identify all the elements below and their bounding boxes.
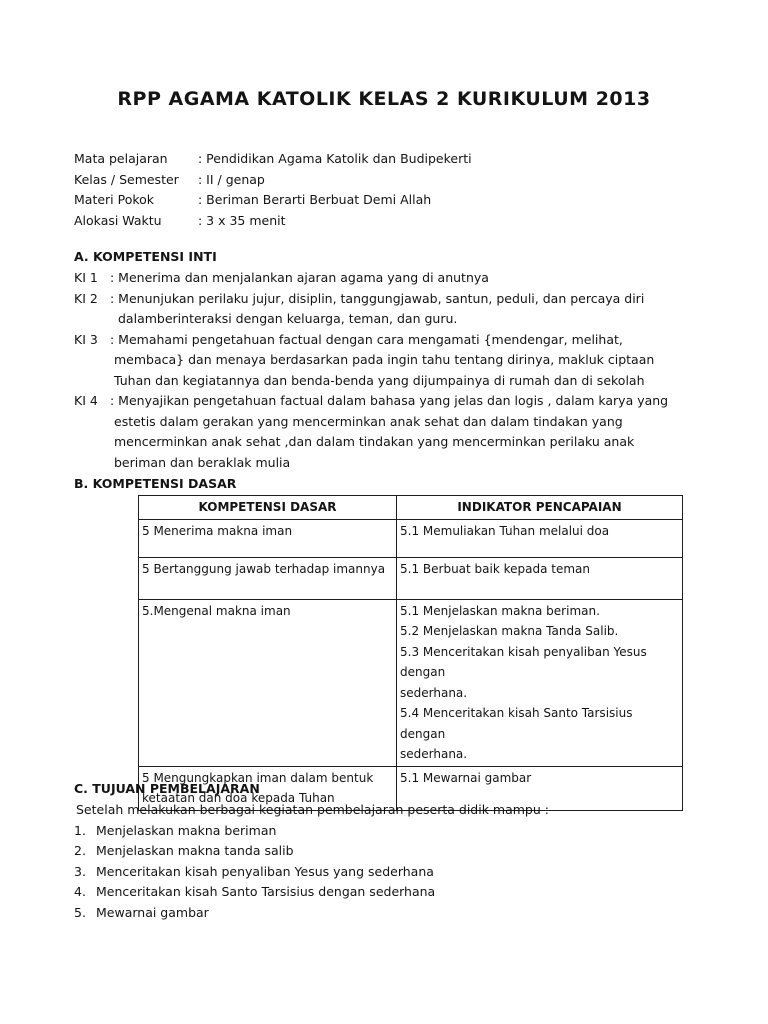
cell-line: 5 Menerima makna iman bbox=[142, 523, 293, 538]
kompetensi-dasar-table bbox=[138, 495, 683, 811]
tujuan-list bbox=[74, 800, 549, 923]
cell-line: 5.1 Mewarnai gambar bbox=[400, 770, 532, 785]
cell-line: 5.4 Menceritakan kisah Santo Tarsisius dengan bbox=[400, 706, 633, 741]
meta-row bbox=[74, 211, 472, 232]
cell-line: sederhana. bbox=[400, 685, 468, 700]
cell-line: 5.Mengenal makna iman bbox=[142, 603, 291, 618]
meta-row bbox=[74, 190, 472, 211]
section-c-heading: C. TUJUAN PEMBELAJARAN bbox=[74, 781, 260, 796]
table-row bbox=[139, 599, 683, 766]
item-number: 5. bbox=[74, 904, 86, 920]
ki-item bbox=[74, 289, 668, 330]
ki-text: estetis dalam gerakan yang mencerminkan anak sehat dan dalam tindakan yang bbox=[114, 413, 623, 429]
ki-code: KI 4 bbox=[74, 393, 98, 408]
meta-label: Alokasi Waktu bbox=[74, 212, 162, 228]
item-text: Mewarnai gambar bbox=[96, 904, 209, 920]
section-a-heading: A. KOMPETENSI INTI bbox=[74, 249, 217, 264]
cell-line: 5.1 Menjelaskan makna beriman. bbox=[400, 603, 600, 618]
kompetensi-inti-list bbox=[74, 268, 668, 473]
kd-cell bbox=[139, 599, 397, 766]
meta-row bbox=[74, 149, 472, 170]
indikator-cell bbox=[397, 519, 683, 557]
ki-text: dalamberinteraksi dengan keluarga, teman, dan guru. bbox=[118, 311, 458, 326]
ki-code: KI 3 bbox=[74, 331, 98, 347]
ki-text: beriman dan beraklak mulia bbox=[114, 454, 291, 470]
cell-line: 5.1 Berbuat baik kepada teman bbox=[400, 561, 591, 576]
lesson-meta bbox=[74, 149, 472, 231]
item-text: Menceritakan kisah Santo Tarsisius dengan sederhana bbox=[96, 884, 436, 899]
ki-text: : Memahami pengetahuan factual dengan cara mengamati {mendengar, melihat, bbox=[110, 331, 623, 347]
cell-line: 5 Bertanggung jawab terhadap imannya bbox=[142, 561, 386, 576]
cell-line: 5.1 Memuliakan Tuhan melalui doa bbox=[400, 523, 610, 538]
meta-value: : II / genap bbox=[198, 171, 265, 187]
list-item bbox=[74, 862, 549, 883]
meta-row bbox=[74, 170, 472, 191]
meta-value: : Pendidikan Agama Katolik dan Budipekerti bbox=[198, 151, 472, 166]
item-text: Menjelaskan makna tanda salib bbox=[96, 843, 294, 858]
item-number: 1. bbox=[74, 822, 86, 838]
meta-value: : 3 x 35 menit bbox=[198, 212, 286, 228]
ki-code: KI 2 bbox=[74, 290, 98, 306]
indikator-cell bbox=[397, 557, 683, 599]
ki-item bbox=[74, 330, 668, 392]
cell-line: ketaatan dan doa kepada Tuhan bbox=[142, 791, 335, 805]
cell-line: 5 Mengungkapkan iman dalam bentuk bbox=[142, 770, 374, 785]
indikator-cell bbox=[397, 599, 683, 766]
ki-text: Tuhan dan kegiatannya dan benda-benda yang dijumpainya di rumah dan di sekolah bbox=[114, 372, 645, 388]
meta-label: Kelas / Semester bbox=[74, 171, 179, 187]
ki-text: membaca} dan menaya berdasarkan pada ingin tahu tentang dirinya, makluk ciptaan bbox=[114, 352, 655, 367]
column-header: INDIKATOR PENCAPAIAN bbox=[397, 496, 683, 520]
item-number: 2. bbox=[74, 843, 86, 858]
ki-text: : Menunjukan perilaku jujur, disiplin, tanggungjawab, santun, peduli, dan percaya diri bbox=[110, 290, 645, 306]
ki-text: : Menerima dan menjalankan ajaran agama yang di anutnya bbox=[110, 270, 489, 285]
list-item bbox=[74, 903, 549, 924]
ki-item bbox=[74, 391, 668, 473]
page-title: RPP AGAMA KATOLIK KELAS 2 KURIKULUM 2013 bbox=[117, 88, 651, 110]
item-text: Menjelaskan makna beriman bbox=[96, 822, 277, 838]
cell-line: sederhana. bbox=[400, 747, 468, 761]
list-item bbox=[74, 882, 549, 903]
table-row bbox=[139, 519, 683, 557]
ki-text: : Menyajikan pengetahuan factual dalam bahasa yang jelas dan logis , dalam karya yang bbox=[110, 393, 669, 408]
item-text: Menceritakan kisah penyaliban Yesus yang sederhana bbox=[96, 863, 434, 879]
kd-cell bbox=[139, 519, 397, 557]
section-b-heading: B. KOMPETENSI DASAR bbox=[74, 476, 237, 491]
table-header-row bbox=[139, 496, 683, 520]
meta-label: Mata pelajaran bbox=[74, 151, 168, 166]
ki-text: mencerminkan anak sehat ,dan dalam tindakan yang mencerminkan perilaku anak bbox=[114, 434, 635, 449]
tujuan-intro: Setelah melakukan berbagai kegiatan pembelajaran peserta didik mampu : bbox=[76, 802, 549, 817]
cell-line: 5.3 Menceritakan kisah penyaliban Yesus dengan bbox=[400, 644, 647, 679]
list-item bbox=[74, 821, 549, 842]
column-header: KOMPETENSI DASAR bbox=[139, 496, 397, 520]
kd-cell bbox=[139, 557, 397, 599]
meta-value: : Beriman Berarti Berbuat Demi Allah bbox=[198, 192, 432, 207]
list-item bbox=[74, 841, 549, 862]
item-number: 4. bbox=[74, 884, 86, 899]
cell-line: 5.2 Menjelaskan makna Tanda Salib. bbox=[400, 624, 619, 638]
ki-item bbox=[74, 268, 668, 289]
item-number: 3. bbox=[74, 863, 86, 879]
meta-label: Materi Pokok bbox=[74, 192, 155, 207]
table-row bbox=[139, 557, 683, 599]
ki-code: KI 1 bbox=[74, 270, 98, 285]
